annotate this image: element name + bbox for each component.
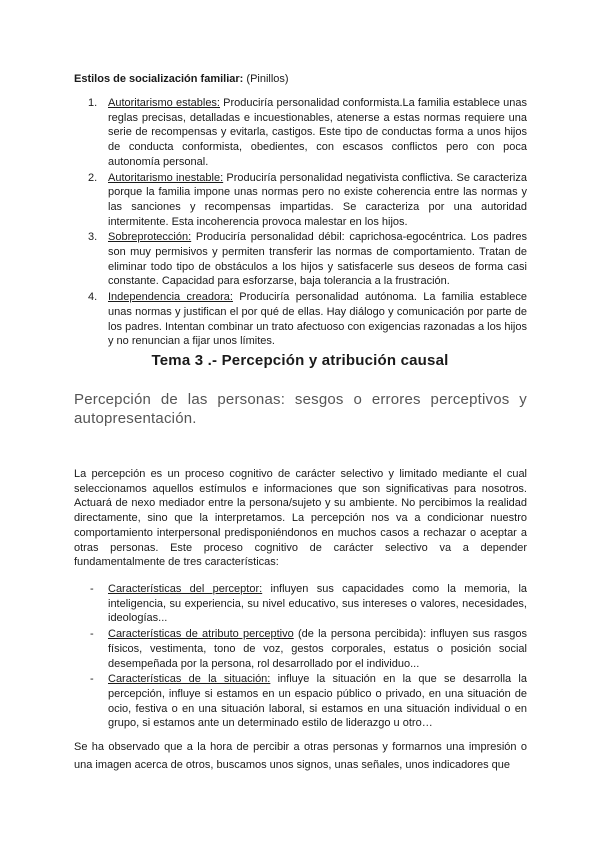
socializacion-heading-bold: Estilos de socialización familiar: bbox=[74, 73, 244, 85]
list-item bbox=[88, 96, 527, 170]
list-item-number: 4. bbox=[88, 291, 98, 304]
list-item-text: Produciría personalidad autónoma. La familia establece unas normas y justifican el por qué de ellas. Hay diálogo y comunicación por parte de los padres. Intentan combinar un trato afectuoso con exigencias razonadas a los hijos y no renuncian a fijar unos límites. bbox=[108, 291, 527, 348]
list-item bbox=[90, 627, 527, 671]
list-item-dash: - bbox=[90, 583, 94, 595]
list-item-text: Produciría personalidad débil: caprichosa-egocéntrica. Los padres son muy permisivos y permiten transferir las normas de comportamiento. Tratan de eliminar todo tipo de obstáculos a los hijos y satisfacerle sus deseos de forma casi constante. Capacidad para esforzarse, baja tolerancia a la frustración. bbox=[108, 231, 527, 288]
list-item-term: Características del perceptor: bbox=[108, 583, 263, 595]
list-item-text: (de la persona percibida): influyen sus rasgos físicos, vestimenta, tono de voz, gestos corporales, estatus o posición social desempeñada por la persona, rol desarrollado por el individuo... bbox=[108, 628, 527, 670]
list-item-dash: - bbox=[90, 628, 94, 641]
list-item-text: Produciría personalidad negativista conflictiva. Se caracteriza porque la familia impone unas normas pero no existe coherencia entre las normas y las sanciones y recompensas impartidas. Se caracteriza por una autoridad intermitente. Esta incoherencia provoca malestar en los hijos. bbox=[108, 171, 527, 228]
list-item-number: 2. bbox=[88, 171, 98, 184]
percepcion-intro: La percepción es un proceso cognitivo de carácter selectivo y limitado mediante el cual seleccionamos aquellos estímulos e informaciones que son significativas para nosotros. Actuará de nexo mediador entre la persona/sujeto y su ambiente. No percibimos la realidad directamente, sino que la interpretamos. La percepción nos va a condicionar nuestro comportamiento interpersonal predisponiéndonos en muchos casos a rechazar o aceptar a otras personas. Este proceso cognitivo de carácter selectivo va a depender fundamentalmente de tres características: bbox=[74, 468, 527, 569]
list-item bbox=[88, 290, 527, 349]
caracteristicas-list bbox=[90, 582, 528, 732]
list-item-term: Autoritarismo inestable: bbox=[108, 171, 224, 184]
list-item bbox=[90, 582, 528, 626]
socializacion-list bbox=[88, 96, 527, 350]
percepcion-closing: Se ha observado que a la hora de percibir a otras personas y formarnos una impresión o una imagen acerca de otros, buscamos unos signos, unas señales, unos indicadores que bbox=[74, 741, 527, 771]
socializacion-heading-author: (Pinillos) bbox=[243, 73, 289, 85]
list-item-term: Independencia creadora: bbox=[108, 291, 233, 304]
list-item bbox=[88, 171, 527, 230]
list-item-dash: - bbox=[90, 673, 94, 686]
tema-title: Tema 3 .- Percepción y atribución causal bbox=[151, 352, 449, 369]
list-item-term: Sobreprotección: bbox=[108, 231, 192, 244]
list-item-term: Autoritarismo estables: bbox=[108, 97, 220, 109]
list-item bbox=[90, 672, 527, 731]
list-item bbox=[88, 230, 527, 289]
list-item-text: influye la situación en la que se desarrolla la percepción, influye si estamos en un espacio público o privado, en una situación de ocio, festiva o en una situación laboral, si estamos en una situación individual o en grupo, si estamos ante un determinado estilo de liderazgo u otro… bbox=[108, 673, 527, 730]
list-item-number: 1. bbox=[88, 97, 98, 109]
list-item-term: Características de la situación: bbox=[108, 673, 271, 686]
list-item-text: Produciría personalidad conformista.La familia establece unas reglas precisas, detalladas e incuestionables, atenerse a estas normas requiere una serie de recompensas y evitarla, castigos. Este tipo de conductas forma a unos hijos de conducta conformista, obedientes, con escasos conflictos pero con poca autonomía personal. bbox=[108, 97, 527, 168]
tema-subtitle: Percepción de las personas: sesgos o errores perceptivos y autopresentación. bbox=[74, 391, 527, 427]
list-item-text: influyen sus capacidades como la memoria, la inteligencia, su experiencia, su nivel educativo, sus intereses o valores, necesidades, ideologías... bbox=[108, 583, 528, 625]
list-item-term: Características de atributo perceptivo bbox=[108, 628, 294, 641]
socializacion-heading bbox=[74, 72, 289, 86]
list-item-number: 3. bbox=[88, 231, 98, 244]
